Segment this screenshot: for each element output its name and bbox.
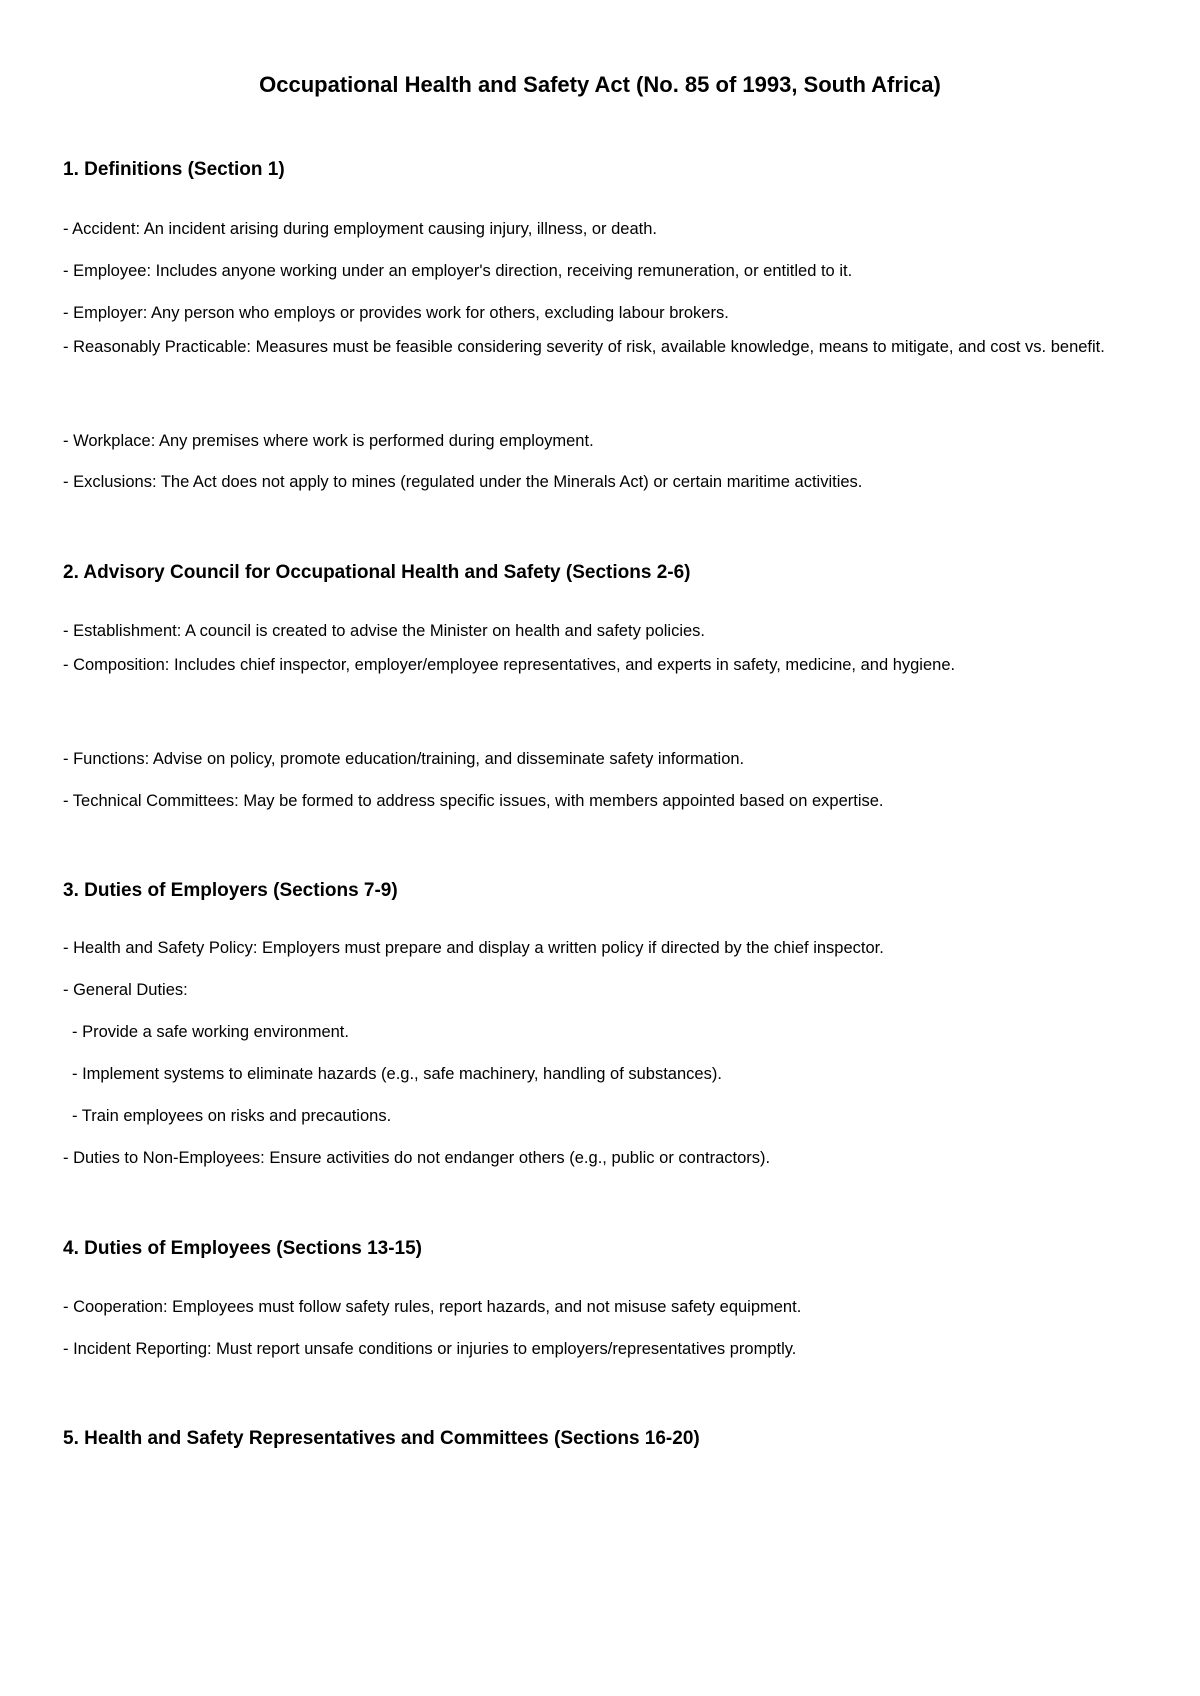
- definition-reasonably-practicable: [63, 324, 1145, 370]
- employer-duty-safe-environment: - Provide a safe working environment.: [72, 1023, 349, 1041]
- council-technical-committees: - Technical Committees: May be formed to address specific issues, with members appointed based on expertise.: [63, 792, 884, 810]
- employer-duties-non-employees: - Duties to Non-Employees: Ensure activities do not endanger others (e.g., public or contractors).: [63, 1149, 771, 1167]
- definition-workplace: - Workplace: Any premises where work is performed during employment.: [63, 432, 594, 450]
- employer-health-safety-policy: - Health and Safety Policy: Employers must prepare and display a written policy if directed by the chief inspector.: [63, 939, 884, 957]
- section-heading-employer-duties: 3. Duties of Employers (Sections 7-9): [63, 880, 398, 901]
- section-heading-advisory-council: 2. Advisory Council for Occupational Health and Safety (Sections 2-6): [63, 562, 691, 583]
- council-functions: - Functions: Advise on policy, promote education/training, and disseminate safety information.: [63, 750, 745, 768]
- council-composition: [63, 642, 1145, 688]
- definition-employee: - Employee: Includes anyone working under an employer's direction, receiving remuneration, or entitled to it.: [63, 262, 853, 280]
- council-establishment: - Establishment: A council is created to advise the Minister on health and safety policies.: [63, 622, 706, 640]
- definition-reasonably-practicable-text: - Reasonably Practicable: Measures must be feasible considering severity of risk, available knowledge, means to mitigate, and cost vs. benefit.: [63, 338, 1105, 356]
- employee-incident-reporting: - Incident Reporting: Must report unsafe conditions or injuries to employers/representatives promptly.: [63, 1340, 797, 1358]
- section-heading-employee-duties: 4. Duties of Employees (Sections 13-15): [63, 1238, 423, 1259]
- employer-duty-eliminate-hazards: - Implement systems to eliminate hazards (e.g., safe machinery, handling of substances).: [72, 1065, 722, 1083]
- council-composition-text: - Composition: Includes chief inspector, employer/employee representatives, and experts in safety, medicine, and hygiene.: [63, 656, 956, 674]
- definition-employer: - Employer: Any person who employs or provides work for others, excluding labour brokers.: [63, 304, 729, 322]
- section-heading-definitions: 1. Definitions (Section 1): [63, 159, 285, 180]
- employer-general-duties: - General Duties:: [63, 981, 188, 999]
- document-title: Occupational Health and Safety Act (No. 85 of 1993, South Africa): [259, 72, 941, 97]
- definition-accident: - Accident: An incident arising during employment causing injury, illness, or death.: [63, 220, 658, 238]
- section-heading-representatives-committees: 5. Health and Safety Representatives and Committees (Sections 16-20): [63, 1428, 700, 1449]
- employer-duty-train-employees: - Train employees on risks and precautions.: [72, 1107, 392, 1125]
- employee-cooperation: - Cooperation: Employees must follow safety rules, report hazards, and not misuse safety equipment.: [63, 1298, 802, 1316]
- definition-exclusions: - Exclusions: The Act does not apply to mines (regulated under the Minerals Act) or certain maritime activities.: [63, 473, 863, 491]
